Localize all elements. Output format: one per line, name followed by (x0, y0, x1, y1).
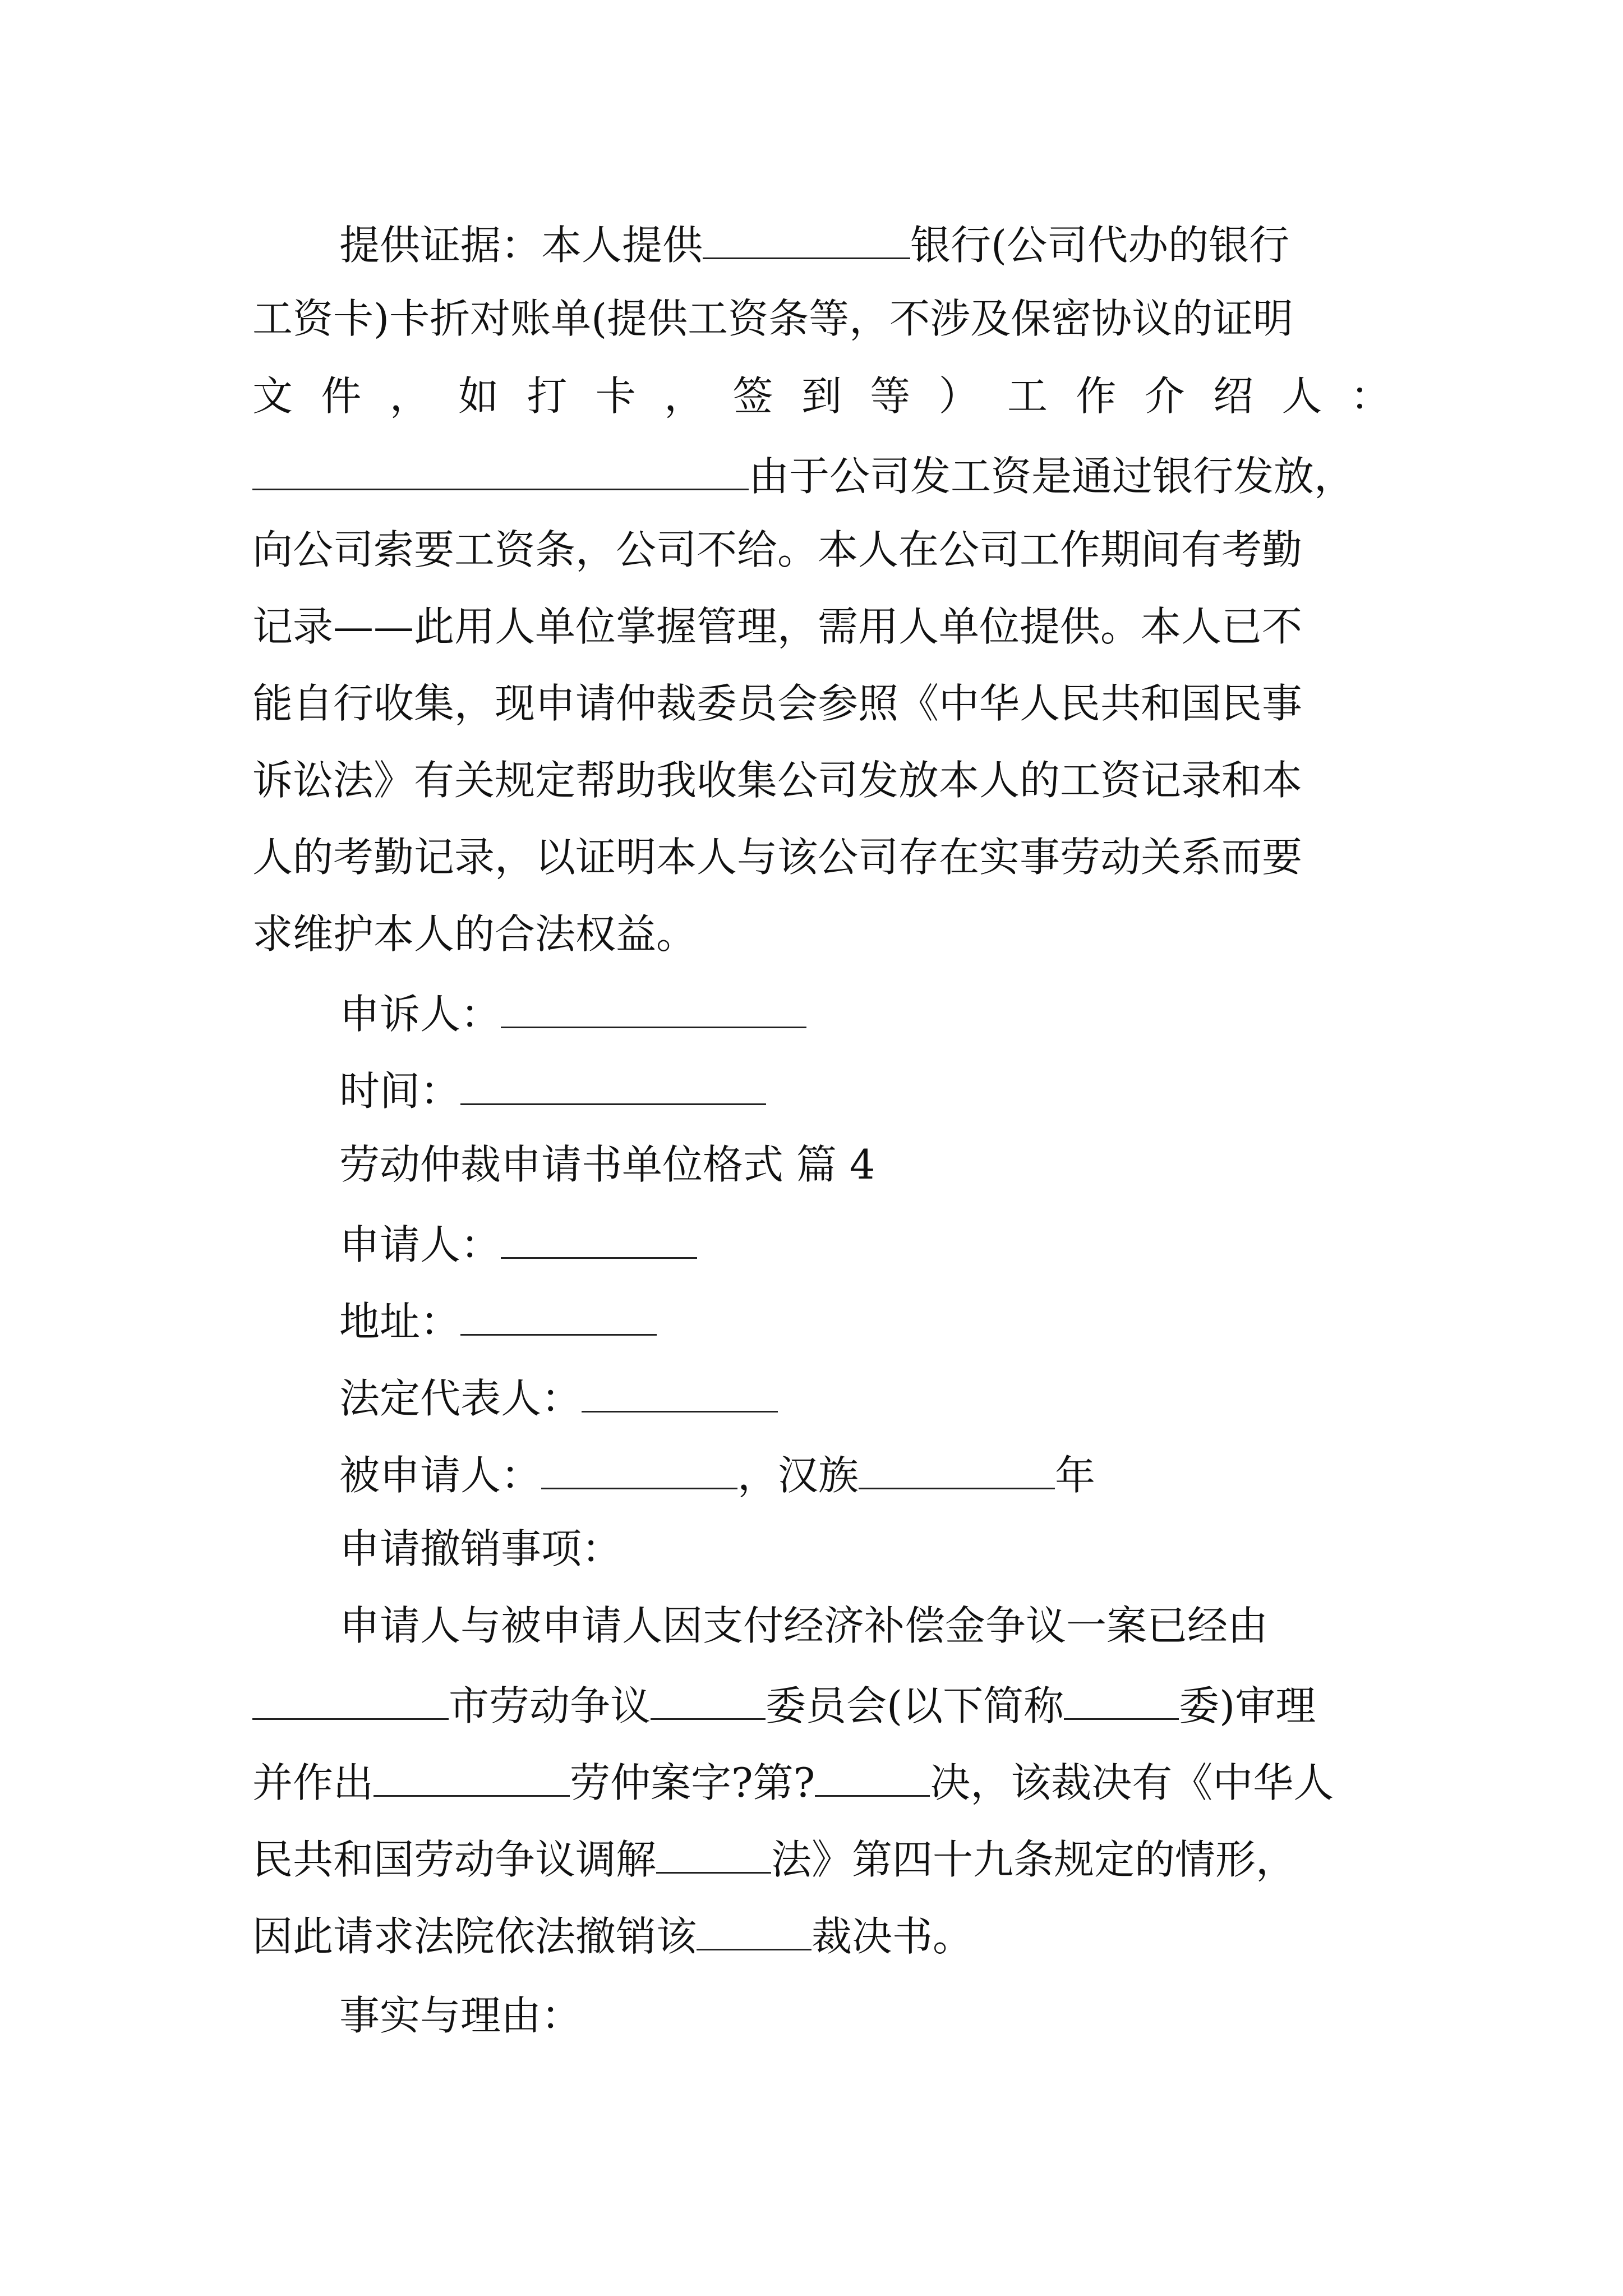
revoke-line-5 (252, 1913, 1391, 1960)
applicant-row (339, 1221, 1394, 1268)
appellant-label: 申诉人： (339, 991, 501, 1038)
revoke-text: 并作出 (252, 1759, 374, 1806)
respondent-ethnicity-field[interactable] (859, 1452, 1055, 1489)
revoke-text: 委)审理 (1179, 1682, 1316, 1729)
section-title (339, 1141, 1394, 1188)
bank-name-blank[interactable] (703, 222, 910, 259)
revoke-line-3 (252, 1759, 1391, 1806)
evidence-line-9 (252, 834, 1391, 881)
evidence-text: 人的考勤记录，以证明本人与该公司存在实事劳动关系而要 (252, 834, 1303, 881)
revoke-heading-text: 申请撤销事项： (339, 1525, 623, 1572)
evidence-text: 由于公司发工资是通过银行发放， (749, 453, 1355, 500)
evidence-char: 作 (1076, 372, 1117, 420)
evidence-char: ， (664, 372, 705, 420)
case-year-blank[interactable] (374, 1759, 570, 1797)
address-row (339, 1298, 1394, 1345)
evidence-line-5 (252, 526, 1391, 573)
revoke-text: 劳仲案字?第? (570, 1759, 815, 1806)
revoke-text: 决，该裁决有《中华人 (930, 1759, 1334, 1806)
evidence-text: 记录——此用人单位掌握管理，需用人单位提供。本人已不 (252, 603, 1303, 650)
revoke-text: 委员会(以下简称 (766, 1682, 1064, 1729)
appellant-field[interactable] (501, 991, 806, 1028)
ruling-blank[interactable] (697, 1913, 811, 1950)
revoke-line-4 (252, 1836, 1391, 1883)
time-label: 时间： (339, 1068, 461, 1115)
evidence-line-1 (339, 222, 1394, 269)
evidence-char: 打 (527, 372, 568, 420)
facts-heading (339, 1992, 1394, 2039)
applicant-field[interactable] (501, 1221, 697, 1259)
evidence-text: 求维护本人的合法权益。 (252, 910, 697, 958)
evidence-line-3 (252, 372, 1391, 420)
revoke-line-2 (252, 1682, 1391, 1729)
law-blank[interactable] (656, 1836, 771, 1874)
respondent-ethnicity-label: ，汉族 (737, 1452, 859, 1499)
introducer-blank[interactable] (252, 453, 749, 490)
appellant-row (339, 991, 1394, 1038)
evidence-char: 文 (252, 372, 293, 420)
revoke-text: 民共和国劳动争议调解 (252, 1836, 657, 1883)
revoke-heading (339, 1525, 1394, 1572)
section-title-text: 劳动仲裁申请书单位格式 篇 4 (339, 1141, 875, 1188)
evidence-char: ， (389, 372, 430, 420)
revoke-text: 市劳动争议 (449, 1682, 651, 1729)
evidence-text: 工资卡)卡折对账单(提供工资条等，不涉及保密协议的证明 (252, 295, 1294, 342)
evidence-char: 如 (458, 372, 499, 420)
evidence-char: 等 (870, 372, 911, 420)
address-field[interactable] (460, 1298, 657, 1336)
evidence-char: 人 (1281, 372, 1322, 420)
evidence-char: 工 (1007, 372, 1048, 420)
revoke-text: 法》第四十九条规定的情形， (771, 1836, 1297, 1883)
city-blank[interactable] (252, 1682, 449, 1720)
revoke-text: 裁决书。 (811, 1913, 974, 1960)
evidence-text: 向公司索要工资条，公司不给。本人在公司工作期间有考勤 (252, 526, 1303, 573)
respondent-year-label: 年 (1055, 1452, 1096, 1499)
evidence-line-7 (252, 680, 1391, 727)
respondent-label: 被申请人： (339, 1452, 542, 1499)
evidence-char: 件 (321, 372, 362, 420)
time-row (339, 1068, 1394, 1115)
evidence-char: 卡 (595, 372, 636, 420)
facts-heading-text: 事实与理由： (339, 1992, 582, 2039)
legal-rep-label: 法定代表人： (339, 1375, 582, 1422)
case-number-blank[interactable] (815, 1759, 930, 1797)
address-label: 地址： (339, 1298, 461, 1345)
respondent-row (339, 1452, 1394, 1499)
evidence-char: 到 (801, 372, 842, 420)
evidence-line-10 (252, 910, 1391, 958)
evidence-text: 银行(公司代办的银行 (910, 222, 1290, 269)
evidence-char: 介 (1144, 372, 1185, 420)
time-field[interactable] (460, 1068, 766, 1105)
arbitration-blank-1[interactable] (651, 1682, 766, 1720)
evidence-line-2 (252, 295, 1391, 342)
evidence-line-6 (252, 603, 1391, 650)
legal-rep-field[interactable] (582, 1375, 778, 1412)
respondent-field[interactable] (541, 1452, 737, 1489)
evidence-char: ） (938, 372, 979, 420)
evidence-line-8 (252, 757, 1391, 804)
evidence-text: 能自行收集，现申请仲裁委员会参照《中华人民共和国民事 (252, 680, 1303, 727)
revoke-line-1 (339, 1602, 1394, 1649)
revoke-text: 申请人与被申请人因支付经济补偿金争议一案已经由 (339, 1602, 1269, 1649)
legal-rep-row (339, 1375, 1394, 1422)
evidence-line-4 (252, 453, 1391, 500)
evidence-char: 绍 (1213, 372, 1254, 420)
arbitration-blank-2[interactable] (1064, 1682, 1179, 1720)
evidence-char: 签 (732, 372, 773, 420)
applicant-label: 申请人： (339, 1221, 501, 1268)
evidence-text: 诉讼法》有关规定帮助我收集公司发放本人的工资记录和本 (252, 757, 1303, 804)
evidence-label: 提供证据：本人提供 (339, 222, 703, 269)
evidence-char: ： (1350, 372, 1391, 420)
revoke-text: 因此请求法院依法撤销该 (252, 1913, 697, 1960)
